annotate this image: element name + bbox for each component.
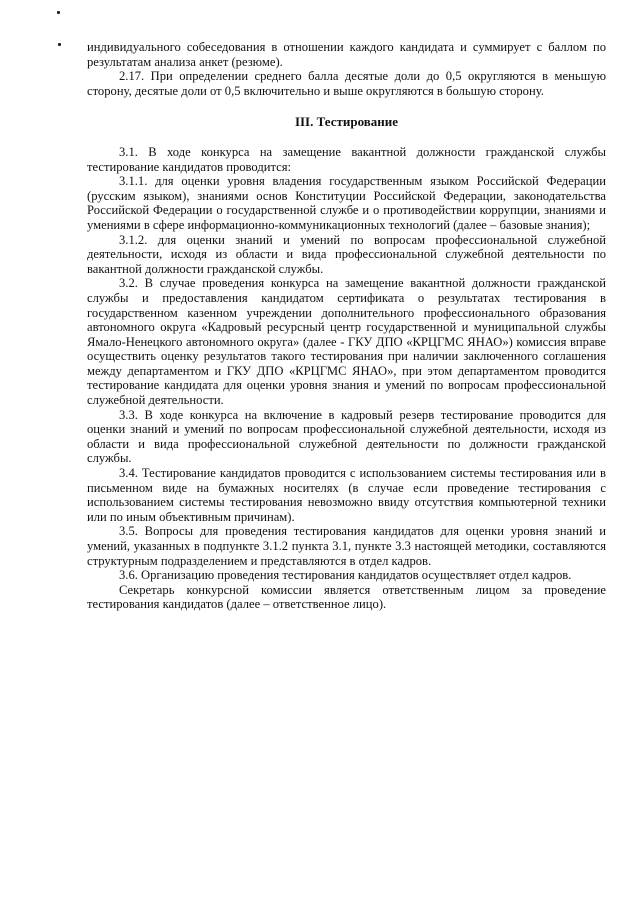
document-body — [87, 40, 606, 612]
paragraph-3-1-2: 3.1.2. для оценки знаний и умений по вопросам профессиональной служебной деятельности, исходя из области и вида профессиональной служебной деятельности по вакантной должности гражданской службы. — [87, 232, 606, 276]
paragraph-secretary: Секретарь конкурсной комиссии является ответственным лицом за проведение тестирования кандидатов (далее – ответственное лицо). — [87, 582, 606, 612]
paragraph-3-3: 3.3. В ходе конкурса на включение в кадровый резерв тестирование проводится для оценки знаний и умений по вопросам профессиональной служебной деятельности, исходя из области и вида профессиональной служебной деятельности по должности гражданской службы. — [87, 407, 606, 466]
paragraph-3-2: 3.2. В случае проведения конкурса на замещение вакантной должности гражданской службы и предоставления кандидатом сертификата о результатах тестирования в государственном казенном учреждении дополнительного профессионального образования автономного округа «Кадровый ресурсный центр государственной и муниципальной службы Ямало-Ненецкого автономного округа» (далее - ГКУ ДПО «КРЦГМС ЯНАО») комиссия вправе осуществить оценку результатов такого тестирования при наличии заключенного соглашения между департаментом и ГКУ ДПО «КРЦГМС ЯНАО», при этом департаментом проводится тестирование кандидата для оценки уровня знания и умений по вопросам профессиональной служебной деятельности. — [87, 276, 606, 408]
section-heading: III. Тестирование — [294, 114, 399, 130]
paragraph-2-17: 2.17. При определении среднего балла десятые доли до 0,5 округляются в меньшую сторону, десятые доли от 0,5 включительно и выше округляются в большую сторону. — [87, 69, 606, 98]
paragraph-3-1-1: 3.1.1. для оценки уровня владения государственным языком Российской Федерации (русским языком), знаниями основ Конституции Российской Федерации, законодательства Российской Федерации о государственной службе и о противодействии коррупции, знаниями и умениями в сфере информационно-коммуникационных технологий (далее – базовые знания); — [87, 174, 606, 232]
scan-mark — [57, 11, 60, 14]
paragraph-3-6: 3.6. Организацию проведения тестирования кандидатов осуществляет отдел кадров. — [119, 568, 572, 583]
paragraph-3-4: 3.4. Тестирование кандидатов проводится с использованием системы тестирования или в письменном виде на бумажных носителях (в случае если проведение тестирования с использованием системы тестирования невозможно ввиду отсутствия компьютерной техники или по иным объективным причинам). — [87, 466, 606, 524]
paragraph-continuation: индивидуального собеседования в отношении каждого кандидата и суммирует с баллом по результатам анализа анкет (резюме). — [87, 40, 606, 69]
paragraph-3-1: 3.1. В ходе конкурса на замещение вакантной должности гражданской службы тестирование кандидатов проводится: — [87, 144, 606, 174]
paragraph-3-5: 3.5. Вопросы для проведения тестирования кандидатов для оценки уровня знаний и умений, указанных в подпункте 3.1.2 пункта 3.1, пункте 3.3 настоящей методики, составляются структурным подразделением и представляются в отдел кадров. — [87, 524, 606, 568]
scan-mark — [58, 43, 61, 46]
